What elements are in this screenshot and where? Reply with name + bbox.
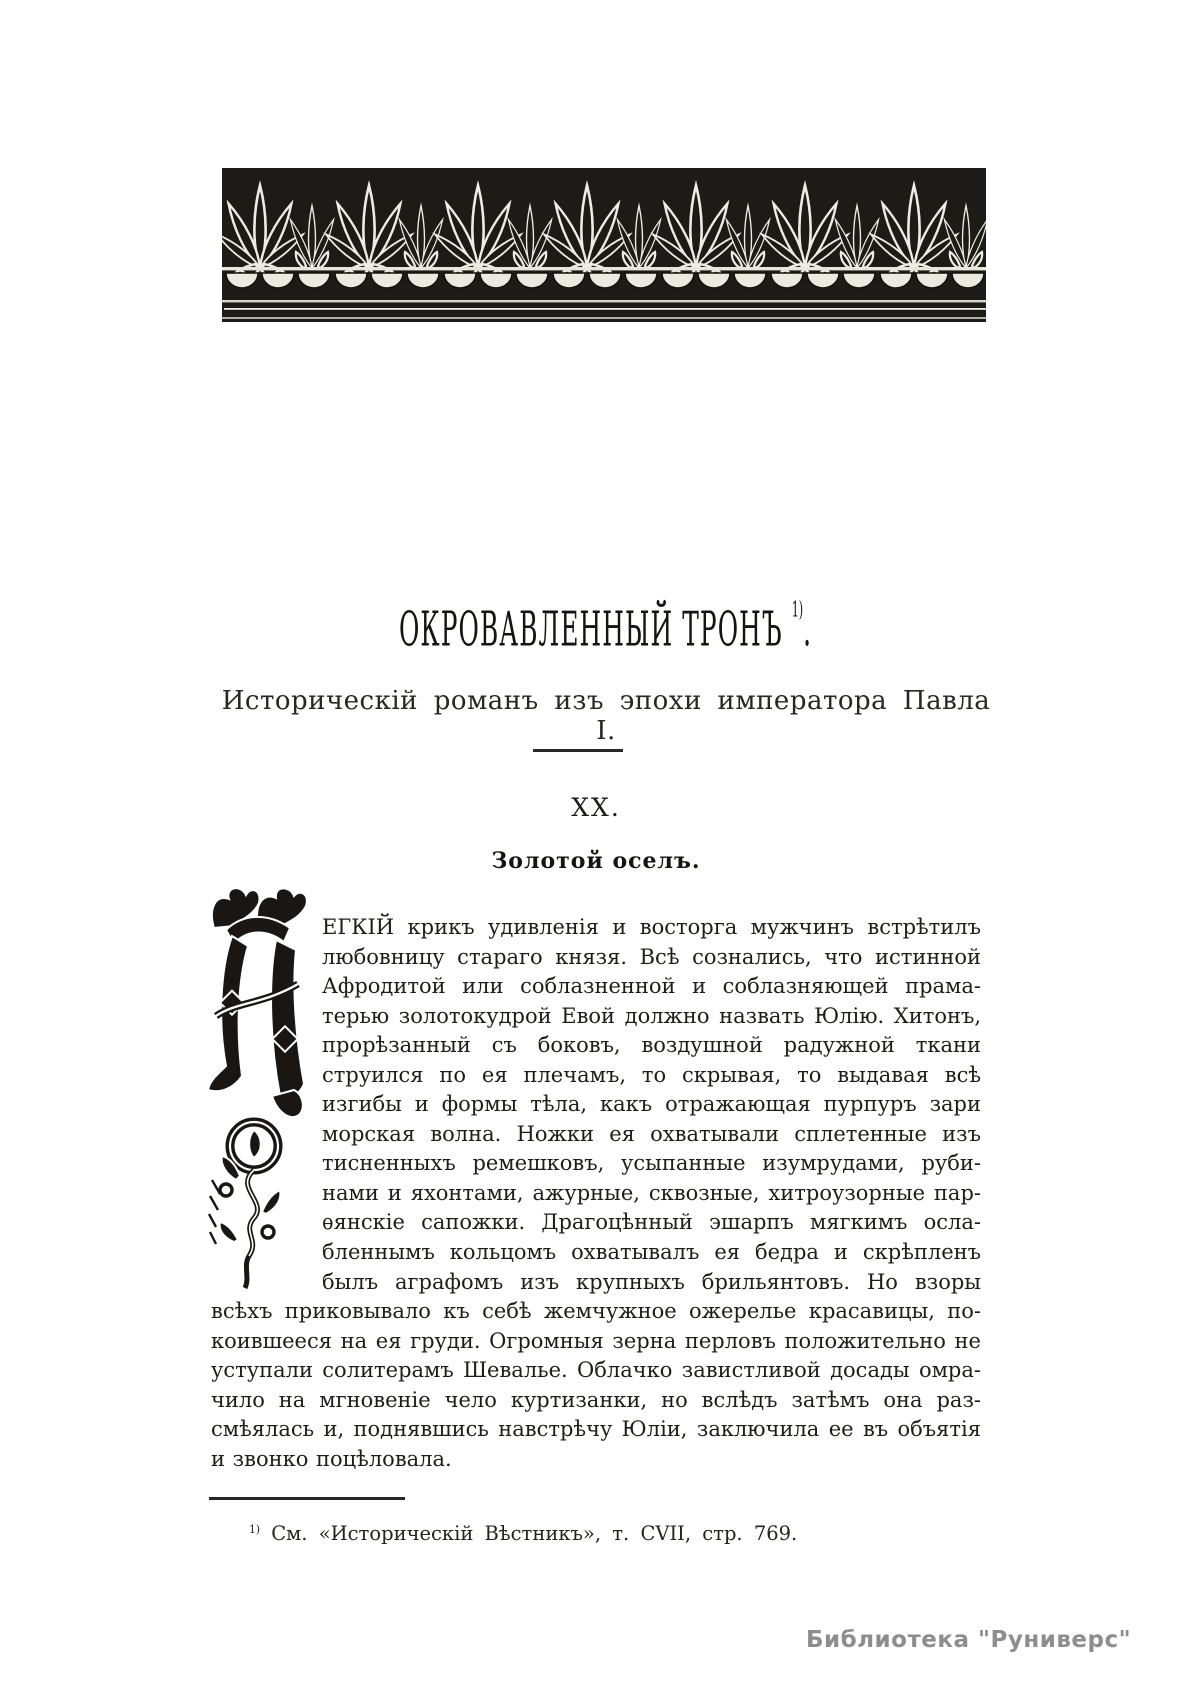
book-title-period: . (803, 601, 813, 658)
palmette-frieze-engraving (222, 168, 986, 325)
body-line: былъ аграфомъ изъ крупныхъ брильянтовъ. Но взоры (322, 1269, 981, 1294)
body-line: любовницу стараго князя. Всѣ сознались, что истинной (322, 944, 981, 969)
book-title-main: ОКРОВАВЛЕННЫЙ ТРОНЪ (399, 601, 784, 658)
body-line: всѣхъ приковывало къ себѣ жемчужное ожерелье красавицы, по- (211, 1299, 981, 1324)
body-line: тисненныхъ ремешковъ, усыпанные изумрудами, руби- (322, 1151, 981, 1176)
body-line: Афродитой или соблазненной и соблазняющей прама- (322, 974, 981, 999)
body-line: ЕГКІЙ крикъ удивленія и восторга мужчинъ встрѣтилъ (322, 915, 981, 939)
book-title (211, 598, 1001, 656)
chapter-title: Золотой оселъ. (491, 848, 701, 874)
body-line: уступали солитерамъ Шевалье. Облачко завистливой досады омра- (211, 1358, 981, 1383)
body-line: ѳянскіе сапожки. Драгоцѣнный эшарпъ мягкимъ осла- (322, 1210, 981, 1235)
chapter-number: XX. (571, 793, 621, 822)
book-title-text (399, 597, 812, 657)
book-subtitle: Историческій романъ изъ эпохи императора Павла I. (221, 686, 991, 746)
body-line: коившееся на ея груди. Огромныя зерна перловъ положительно не (211, 1328, 981, 1353)
body-line: струился по ея плечамъ, то скрывая, то выдавая всѣ (322, 1062, 981, 1087)
body-line: и звонко поцѣловала. (211, 1446, 452, 1471)
footnote-text: См. «Историческій Вѣстникъ», т. CVII, стр. 769. (271, 1522, 798, 1545)
body-line: терью золотокудрой Евой должно назвать Юлію. Хитонъ, (322, 1003, 981, 1028)
body-full-width-block (211, 1297, 981, 1474)
body-line: смѣялась и, поднявшись навстрѣчу Юліи, заключила ее въ объятія (211, 1417, 981, 1442)
body-indented-block (322, 913, 981, 1297)
body-line: изгибы и формы тѣла, какъ отражающая пурпуръ зари (322, 1092, 981, 1117)
footnote-divider-rule (209, 1497, 405, 1500)
footnote-marker: 1) (249, 1523, 261, 1536)
footnote (249, 1522, 809, 1545)
body-line: нами и яхонтами, ажурные, сквозные, хитроузорные пар- (322, 1180, 981, 1205)
headpiece-palmette-ornament (222, 168, 986, 325)
body-line: бленнымъ кольцомъ охватывалъ ея бедра и скрѣпленъ (322, 1240, 981, 1265)
body-line: чило на мгновеніе чело куртизанки, но вслѣдъ затѣмъ она раз- (211, 1387, 981, 1412)
body-line: прорѣзанный съ боковъ, воздушной радужной ткани (322, 1033, 981, 1058)
body-line: морская волна. Ножки ея охватывали сплетенные изъ (322, 1121, 981, 1146)
body-text (211, 913, 981, 1474)
title-footnote-marker: 1) (792, 596, 804, 622)
library-watermark: Библиотека "Руниверс" (806, 1627, 1132, 1653)
section-divider-rule (533, 749, 623, 752)
